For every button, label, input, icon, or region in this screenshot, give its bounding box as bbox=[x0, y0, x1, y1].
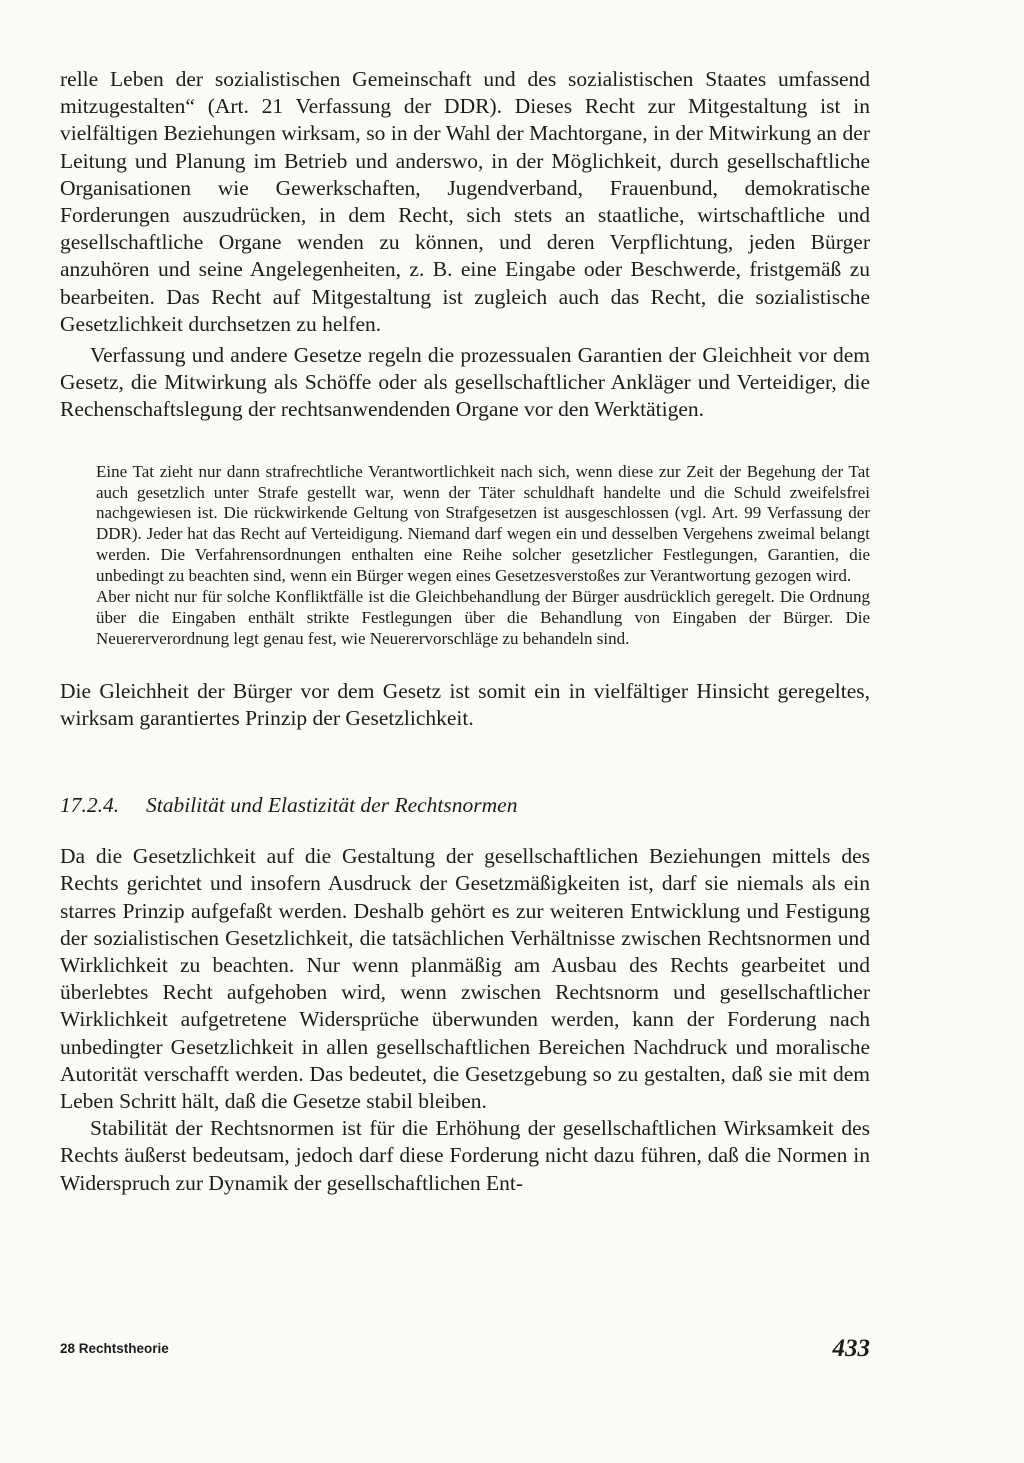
smallprint-paragraph-gleichbehandlung: Aber nicht nur für solche Konfliktfälle ist die Gleichbehandlung der Bürger ausdrücklich geregelt. Die Ordnung über die Eingaben enthält strikte Festlegungen über die Behandlung von Eingaben der Bürger. Die Neuererverordnung legt genau fest, wie Neuerervorschläge zu behandeln sind. bbox=[96, 587, 870, 648]
section-text bbox=[60, 843, 870, 1197]
summary-block bbox=[60, 678, 870, 732]
paragraph-mitgestaltung: relle Leben der sozialistischen Gemeinschaft und des sozialistischen Staates umfassend mitzugestalten“ (Art. 21 Verfassung der DDR). Dieses Recht zur Mitgestaltung ist in vielfältigen Beziehungen wirksam, so in der Wahl der Machtorgane, in der Mitwirkung an der Leitung und Planung im Betrieb und anderswo, in der Möglichkeit, durch gesellschaftliche Organisationen wie Gewerkschaften, Jugendverband, Frauenbund, demokratische Forderungen auszudrücken, in dem Recht, sich stets an staatliche, wirtschaftliche und gesellschaftliche Organe wenden zu können, und deren Verpflichtung, jeden Bürger anzuhören und seine Angelegenheiten, z. B. eine Eingabe oder Beschwerde, fristgemäß zu bearbeiten. Das Recht auf Mitgestaltung ist zugleich auch das Recht, die sozialistische Gesetzlichkeit durchsetzen zu helfen. bbox=[60, 67, 870, 336]
smallprint-paragraph-verantwortlichkeit: Eine Tat zieht nur dann strafrechtliche Verantwortlichkeit nach sich, wenn diese zur Zeit der Begehung der Tat auch gesetzlich unter Strafe gestellt war, wenn der Täter schuldhaft handelte und die Schuld zweifelsfrei nachgewiesen ist. Die rückwirkende Geltung von Strafgesetzen ist ausgeschlossen (vgl. Art. 99 Verfassung der DDR). Jeder hat das Recht auf Verteidigung. Niemand darf wegen ein und desselben Vergehens zweimal belangt werden. Die Verfahrensordnungen enthalten eine Reihe solcher gesetzlicher Festlegungen, Garantien, die unbedingt zu beachten sind, wenn ein Bürger wegen eines Gesetzesverstoßes zur Verantwortung gezogen wird. bbox=[96, 461, 870, 586]
paragraph-stabilitaet: Stabilität der Rechtsnormen ist für die Erhöhung der gesellschaftlichen Wirksamkeit des Rechts äußerst bedeutsam, jedoch darf diese Forderung nicht dazu führen, daß die Normen in Widerspruch zur Dynamik der gesellschaftlichen Ent- bbox=[60, 1116, 870, 1195]
section-title: Stabilität und Elastizität der Rechtsnormen bbox=[146, 793, 518, 818]
page-number: 433 bbox=[832, 1335, 870, 1362]
paragraph-prozessuale-garantien: Verfassung und andere Gesetze regeln die prozessualen Garantien der Gleichheit vor dem Gesetz, die Mitwirkung als Schöffe oder als gesellschaftlicher Ankläger und Verteidiger, die Rechenschaftslegung der rechtsanwendenden Organe vor den Werktätigen. bbox=[60, 343, 870, 422]
section-heading bbox=[60, 792, 870, 819]
page-footer bbox=[60, 1337, 870, 1371]
footer-signature: 28 Rechtstheorie bbox=[60, 1341, 169, 1356]
summary-paragraph: Die Gleichheit der Bürger vor dem Gesetz ist somit ein in vielfältiger Hinsicht geregeltes, wirksam garantiertes Prinzip der Gesetzlichkeit. bbox=[60, 678, 870, 730]
page-body bbox=[60, 66, 870, 1197]
smallprint-block bbox=[96, 462, 870, 650]
section-number: 17.2.4. bbox=[60, 793, 120, 818]
paragraph-gesetzlichkeit: Da die Gesetzlichkeit auf die Gestaltung der gesellschaftlichen Beziehungen mittels des Rechts gerichtet und insofern Ausdruck der Gesetzmäßigkeiten ist, darf sie niemals als ein starres Prinzip aufgefaßt werden. Deshalb gehört es zur weiteren Entwicklung und Festigung der sozialistischen Gesetzlichkeit, die tatsächlichen Verhältnisse zwischen Rechtsnormen und Wirklichkeit zu beachten. Nur wenn planmäßig am Ausbau des Rechts gearbeitet und überlebtes Recht aufgehoben wird, wenn zwischen Rechtsnorm und gesellschaftlicher Wirklichkeit aufgetretene Widersprüche überwunden werden, kann der Forderung nach unbedingter Gesetzlichkeit in allen gesellschaftlichen Bereichen Nachdruck und moralische Autorität verschafft werden. Das bedeutet, die Gesetzgebung so zu gestalten, daß sie mit dem Leben Schritt hält, daß die Gesetze stabil bleiben. bbox=[60, 844, 870, 1114]
main-text bbox=[60, 66, 870, 424]
